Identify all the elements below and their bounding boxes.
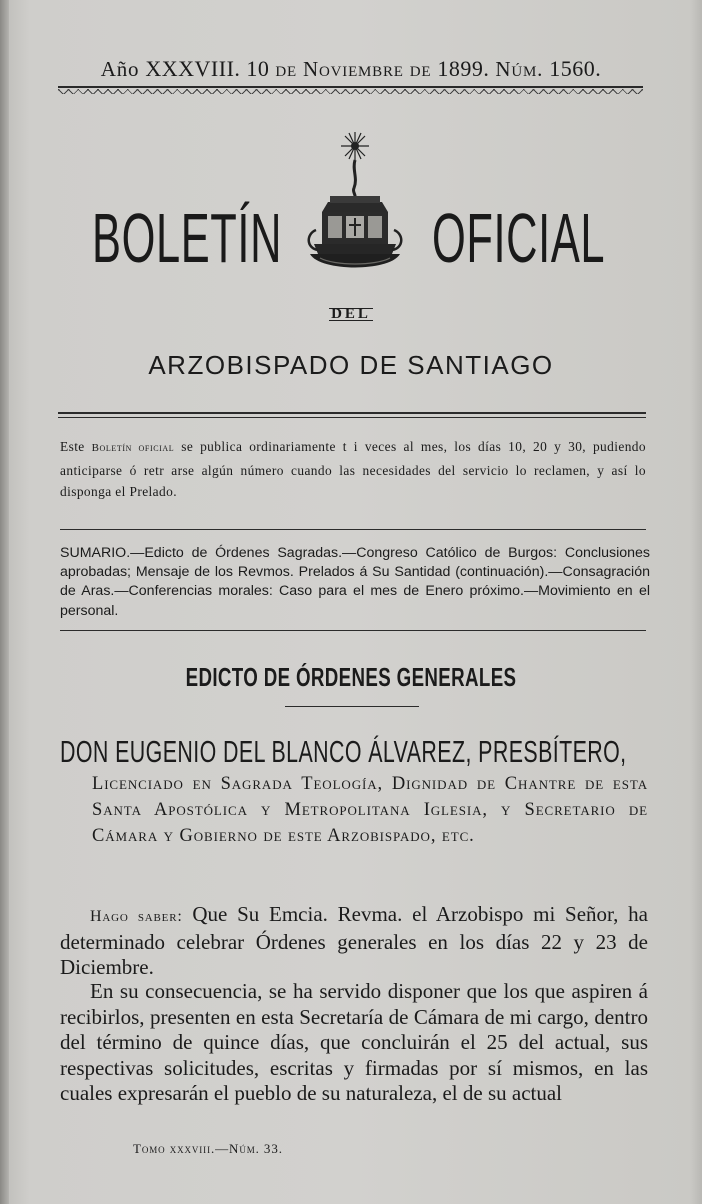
double-rule-bottom [58,417,646,418]
masthead-title-right: OFICIAL [432,199,606,277]
body-paragraph-2: En su consecuencia, se ha servido disponer que los que aspiren á recibirlos, presenten en esta Secretaría de Cámara de mi cargo, dentro del término de quince días, que concluirán el 25 del actual, sus respectivas solicitudes, escritas y firmadas por sí mismos, en las cuales expresarán el pueblo de su naturaleza, el de su actual [60,979,648,1105]
author-titles: Licenciado en Sagrada Teología, Dignidad de Chantre de esta Santa Apostólica y Metropolitana Iglesia, y Secretario de Cámara y Gobierno de este Arzobispado, etc. [92,774,648,846]
num-value: 1560. [549,56,602,81]
year-label: Año [100,57,140,81]
rule-above-sumario [60,529,646,530]
publication-notice [60,436,646,503]
edicto-heading: EDICTO DE ÓRDENES GENERALES [185,662,517,692]
date-month: de Noviembre de [275,57,432,81]
rule-below-sumario [60,630,646,631]
hago-saber: Hago saber: [90,908,183,925]
page-footer [133,1138,283,1158]
author-name-line: DON EUGENIO DEL BLANCO ÁLVAREZ, PRESBÍTERO, [60,734,627,769]
date-year: 1899. [437,56,490,81]
date-day: 10 [246,56,270,81]
masthead-subtitle: ARZOBISPADO DE SANTIAGO [148,350,554,380]
issue-header [0,56,702,82]
notice-lead: Este [60,439,85,454]
body-paragraph-1 [60,902,648,981]
notice-title: Boletín oficial [91,442,175,454]
double-rule-top [58,412,646,414]
year-value: XXXVIII. [145,56,241,81]
masthead-title-left: BOLETÍN [92,199,283,277]
heading-underline [285,706,419,707]
header-wavy-rule [58,86,643,94]
sumario: SUMARIO.—Edicto de Órdenes Sagradas.—Congreso Católico de Burgos: Conclusiones aprobadas; Mensaje de los Revmos. Prelados á Su Santidad (continuación).—Consagración de Aras.—Conferencias morales: Caso para el mes de Enero próximo.—Movimiento en el personal. [60,545,650,619]
footer-num: —Núm. 33. [215,1141,283,1156]
page-binding-edge [0,0,9,1204]
masthead-del [0,306,702,323]
reliquary-emblem-icon [300,130,410,280]
masthead-del-text: DEL [331,306,371,322]
footer-tomo: Tomo xxxviii. [133,1141,216,1156]
notice-text: se publica ordinariamente t i veces al mes, los días 10, 20 y 30, pudiendo anticiparse ó retr arse algún número cuando las necesidades del servicio lo reclamen, y así lo disponga el Prelado. [60,439,646,499]
num-label: Núm. [495,57,544,81]
body-paragraph-1-text: Que Su Emcia. Revma. el Arzobispo mi Señor, ha determinado celebrar Órdenes generales en los días 22 y 23 de Diciembre. [60,902,648,979]
